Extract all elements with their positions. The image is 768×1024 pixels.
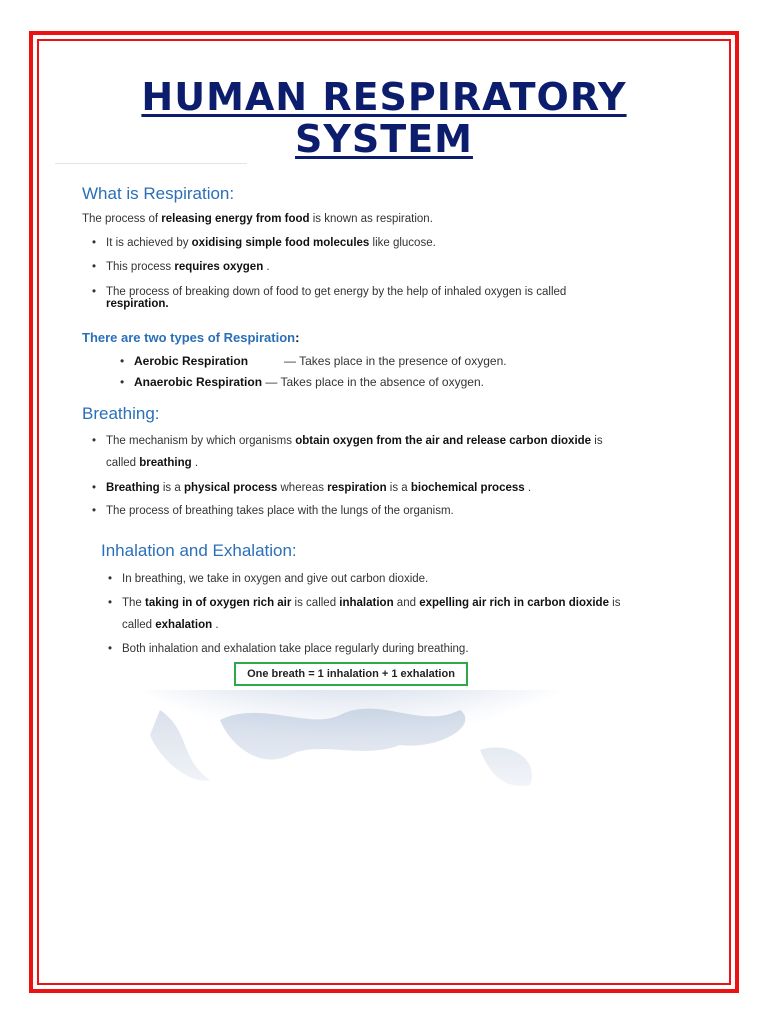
text-segment: is known as respiration. xyxy=(309,213,433,225)
text-segment: . xyxy=(263,261,270,273)
bold-term: breathing xyxy=(139,457,192,469)
title-line-2: SYSTEM xyxy=(295,117,473,161)
text-segment: The process of breaking down of food to get energy by the help of inhaled oxygen is called xyxy=(106,286,567,298)
text-segment: and xyxy=(393,597,420,609)
text-segment: is xyxy=(591,435,603,447)
text-segment: It is achieved by xyxy=(106,237,192,249)
type-item-aerobic: • Aerobic Respiration — Takes place in the presence of oxygen. xyxy=(120,354,507,368)
text-segment: In breathing, we take in oxygen and give out carbon dioxide. xyxy=(122,573,429,585)
bold-term: expelling air rich in carbon dioxide xyxy=(419,597,609,609)
bold-term: releasing energy from food xyxy=(161,213,310,225)
text-segment: whereas xyxy=(277,482,328,494)
text-segment: called xyxy=(106,457,140,469)
title-line-1: HUMAN RESPIRATORY xyxy=(141,75,627,119)
bold-term: physical process xyxy=(183,482,278,494)
text-segment: The xyxy=(122,597,146,609)
inhalation-bullet-1: • In breathing, we take in oxygen and give out carbon dioxide. xyxy=(108,573,429,585)
bold-term: Breathing xyxy=(106,482,160,494)
text-segment: This process xyxy=(106,261,175,273)
section-heading-types xyxy=(82,330,299,345)
inhalation-bullet-3: • Both inhalation and exhalation take place regularly during breathing. xyxy=(108,643,469,655)
respiration-bullet-3: • The process of breaking down of food to get energy by the help of inhaled oxygen is called respiration. xyxy=(92,286,567,310)
bold-term: obtain oxygen from the air and release carbon dioxide xyxy=(295,435,592,447)
type-desc: — Takes place in the presence of oxygen. xyxy=(284,354,507,368)
section-heading-respiration: What is Respiration: xyxy=(82,184,235,203)
text-segment: . xyxy=(524,482,532,494)
type-desc: — Takes place in the absence of oxygen. xyxy=(265,375,484,389)
respiration-term: respiration. xyxy=(106,298,169,310)
text-segment: . xyxy=(212,619,219,631)
text-segment: like glucose. xyxy=(369,237,436,249)
text-segment: Both inhalation and exhalation take place regularly during breathing. xyxy=(122,643,469,655)
types-heading-text: There are two types of Respiration xyxy=(82,330,296,345)
bold-term: requires oxygen xyxy=(174,261,264,273)
type-item-anaerobic: • Anaerobic Respiration — Takes place in the absence of oxygen. xyxy=(120,375,484,389)
bold-term: biochemical process xyxy=(410,482,525,494)
breathing-bullet-3: • The process of breathing takes place with the lungs of the organism. xyxy=(92,505,454,517)
types-heading-colon: : xyxy=(295,330,300,345)
respiration-bullet-1: • It is achieved by oxidising simple food molecules like glucose. xyxy=(92,237,436,249)
text-segment: is a xyxy=(159,482,184,494)
text-segment: called xyxy=(122,619,156,631)
text-segment: The process of xyxy=(82,213,162,225)
text-segment: is xyxy=(608,597,621,609)
breath-formula-box: One breath = 1 inhalation + 1 exhalation xyxy=(234,662,468,686)
text-segment: . xyxy=(191,457,199,469)
breathing-bullet-2: • Breathing is a physical process whereas respiration is a biochemical process . xyxy=(92,482,532,494)
bold-term: respiration xyxy=(327,482,387,494)
breathing-bullet-1: • The mechanism by which organisms obtain oxygen from the air and release carbon dioxide is called breathing . xyxy=(92,435,603,469)
text-segment: The process of breathing takes place with the lungs of the organism. xyxy=(106,505,454,517)
bold-term: inhalation xyxy=(339,597,394,609)
text-segment: is a xyxy=(386,482,411,494)
bold-term: exhalation xyxy=(155,619,213,631)
section-heading-inhalation: Inhalation and Exhalation: xyxy=(101,541,297,560)
bold-term: oxidising simple food molecules xyxy=(191,237,370,249)
inhalation-bullet-2: • The taking in of oxygen rich air is called inhalation and expelling air rich in carbon dioxide is called exhalation . xyxy=(108,597,621,631)
type-name: Aerobic Respiration xyxy=(134,354,249,368)
bold-term: taking in of oxygen rich air xyxy=(145,597,292,609)
respiration-intro xyxy=(82,213,433,225)
type-name: Anaerobic Respiration xyxy=(134,375,263,389)
text-segment: The mechanism by which organisms xyxy=(106,435,296,447)
section-heading-breathing: Breathing: xyxy=(82,404,160,423)
respiration-bullet-2: • This process requires oxygen . xyxy=(92,261,270,273)
text-segment: is called xyxy=(291,597,340,609)
